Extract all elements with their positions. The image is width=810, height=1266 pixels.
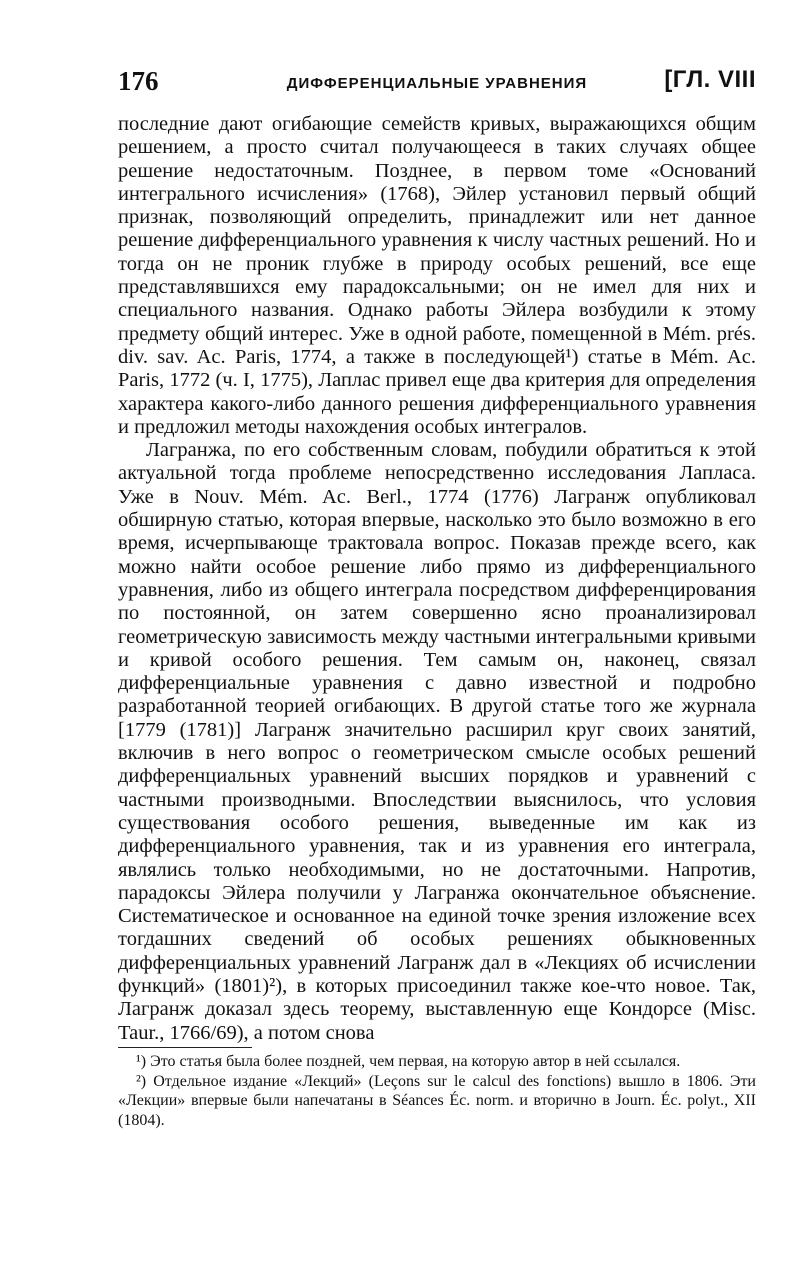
- footnote-divider: [118, 1047, 252, 1048]
- chapter-mark: [ГЛ. VIII: [664, 66, 756, 93]
- body-text: [118, 113, 756, 1045]
- paragraph-1: последние дают огибающие семейств кривых, выражающихся общим решением, а просто считал получающееся в таких случаях общее решение недостаточным. Позднее, в первом томе «Оснований интегрального исчисления» (1768), Эйлер установил первый общий признак, позволяющий определить, принадлежит или нет данное решение дифференциального уравнения к числу частных решений. Но и тогда он не проник глубже в природу особых решений, все еще представлявшихся ему парадоксальными; он не имел для них и специального названия. Однако работы Эйлера возбудили к этому предмету общий интерес. Уже в одной работе, помещенной в Mém. prés. div. sav. Ac. Paris, 1774, а также в последующей¹) статье в Mém. Ac. Paris, 1772 (ч. I, 1775), Лаплас привел еще два критерия для определения характера какого-либо данного решения дифференциального уравнения и предложил методы нахождения особых интегралов.: [118, 113, 756, 438]
- footnote-2: ²) Отдельное издание «Лекций» (Leçons sur le calcul des fonctions) вышло в 1806. Эти «Лекции» впервые были напечатаны в Séances Éc. norm. и вторично в Journ. Éc. polyt., XII (1804).: [118, 1072, 756, 1129]
- page-number: 176: [118, 66, 159, 96]
- page-header: [118, 66, 756, 100]
- footnotes: [118, 1052, 756, 1130]
- footnote-1: ¹) Это статья была более поздней, чем первая, на которую автор в ней ссылался.: [136, 1053, 681, 1070]
- paragraph-2: Лагранжа, по его собственным словам, побудили обратиться к этой актуальной тогда проблеме непосредственно исследования Лапласа. Уже в Nouv. Mém. Ac. Berl., 1774 (1776) Лагранж опубликовал обширную статью, которая впервые, насколько это было возможно в его время, исчерпывающе трактовала вопрос. Показав прежде всего, как можно найти особое решение либо прямо из дифференциального уравнения, либо из общего интеграла посредством дифференцирования по постоянной, он затем совершенно ясно проанализировал геометрическую зависимость между частными интегральными кривыми и кривой особого решения. Тем самым он, наконец, связал дифференциальные уравнения с давно известной и подробно разработанной теорией огибающих. В другой статье того же журнала [1779 (1781)] Лагранж значительно расширил круг своих занятий, включив в него вопрос о геометрическом смысле особых решений дифференциальных уравнений высших порядков и уравнений с частными производными. Впоследствии выяснилось, что условия существования особого решения, выведенные им как из дифференциального уравнения, так и из уравнения его интеграла, являлись только необходимыми, но не достаточными. Напротив, парадоксы Эйлера получили у Лагранжа окончательное объяснение. Систематическое и основанное на единой точке зрения изложение всех тогдашних сведений об особых решениях обыкновенных дифференциальных уравнений Лагранж дал в «Лекциях об исчислении функций» (1801)²), в которых присоединил также кое-что новое. Так, Лагранж доказал здесь теорему, выставленную еще Кондорсе (Misc. Taur., 1766/69), а потом снова: [118, 439, 756, 1044]
- running-title: ДИФФЕРЕНЦИАЛЬНЫЕ УРАВНЕНИЯ: [286, 75, 588, 92]
